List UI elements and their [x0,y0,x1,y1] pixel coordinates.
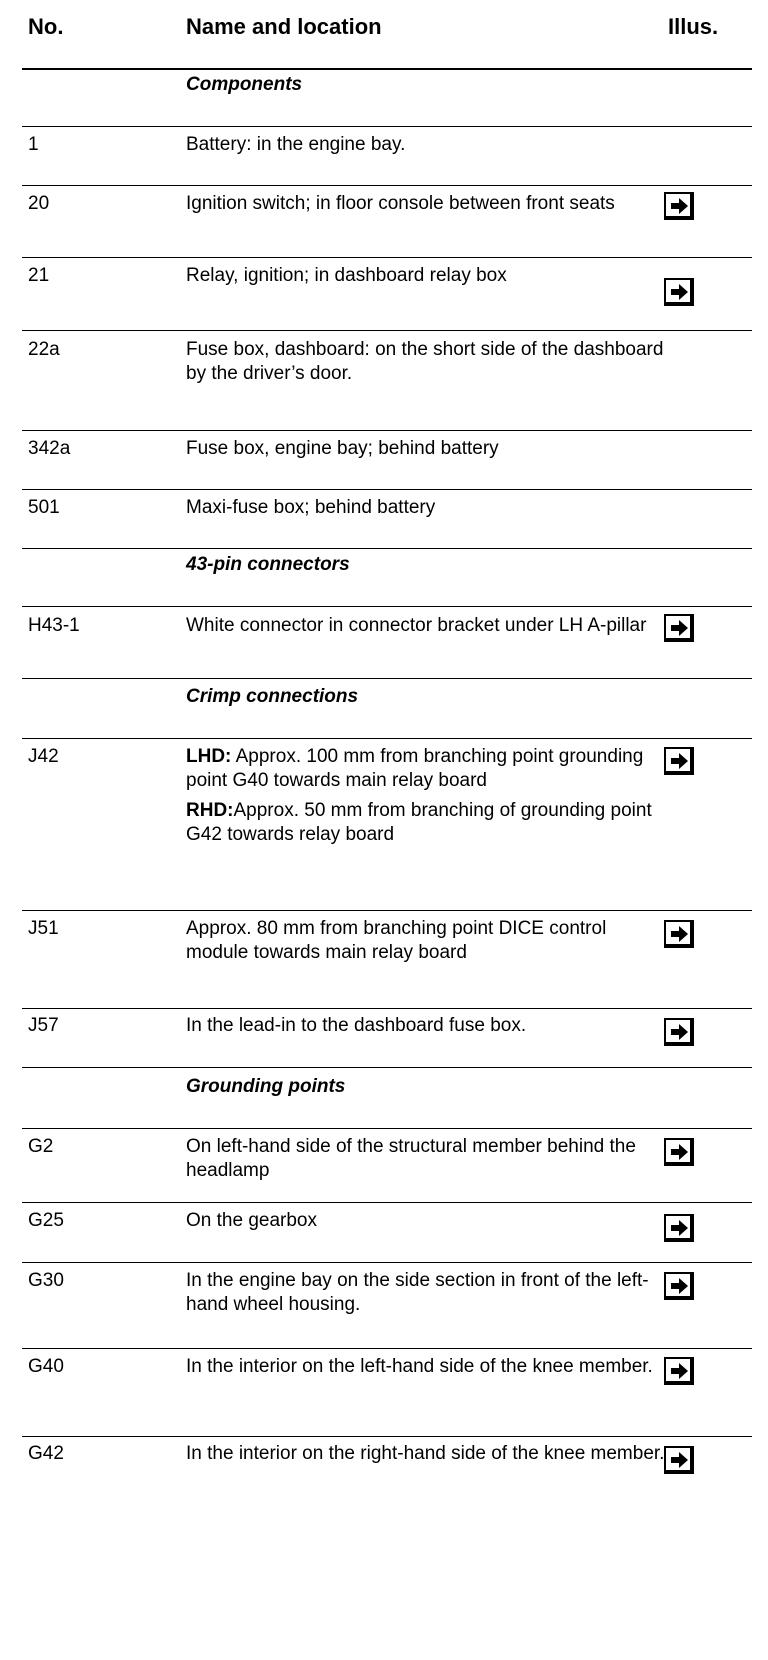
illustration-arrow-icon[interactable] [664,614,694,642]
arrow-right-icon [669,752,689,770]
row-number: G42 [28,1443,64,1464]
row-description: On left-hand side of the structural member behind the headlamp [186,1136,636,1181]
illustration-arrow-icon[interactable] [664,192,694,220]
section-grounding-points: Grounding points [186,1076,346,1097]
rhd-label: RHD: [186,800,234,821]
row-description: White connector in connector bracket under LH A-pillar [186,615,647,636]
illustration-arrow-icon[interactable] [664,1138,694,1166]
row-number: G25 [28,1210,64,1231]
row-number: G2 [28,1136,54,1157]
arrow-right-icon [669,1143,689,1161]
illustration-arrow-icon[interactable] [664,1018,694,1046]
row-description: Fuse box, engine bay; behind battery [186,438,499,459]
row-number: J42 [28,746,59,767]
illustration-arrow-icon[interactable] [664,1214,694,1242]
row-number: 20 [28,193,50,214]
row-number: G40 [28,1356,64,1377]
arrow-right-icon [669,619,689,637]
row-divider [22,126,752,127]
row-divider [22,910,752,911]
row-number: 22a [28,339,60,360]
illustration-arrow-icon[interactable] [664,1446,694,1474]
column-header-no: No. [28,14,64,39]
row-number: 501 [28,497,60,518]
header-divider [22,68,752,70]
arrow-right-icon [669,1277,689,1295]
illustration-arrow-icon[interactable] [664,1357,694,1385]
row-divider [22,548,752,549]
row-divider [22,1262,752,1263]
illustration-arrow-icon[interactable] [664,920,694,948]
section-crimp-connections: Crimp connections [186,686,359,707]
row-description: Approx. 80 mm from branching point DICE control module towards main relay board [186,918,607,963]
arrow-right-icon [669,197,689,215]
arrow-right-icon [669,1362,689,1380]
column-header-name-location: Name and location [186,14,382,39]
row-description: In the lead-in to the dashboard fuse box. [186,1015,527,1036]
row-divider [22,1008,752,1009]
section-43-pin-connectors: 43-pin connectors [186,554,350,575]
illustration-arrow-icon[interactable] [664,278,694,306]
row-number: J51 [28,918,59,939]
row-description: On the gearbox [186,1210,317,1231]
row-number: J57 [28,1015,59,1036]
lhd-paragraph [186,745,686,793]
row-description [186,745,686,847]
arrow-right-icon [669,925,689,943]
row-divider [22,606,752,607]
section-components: Components [186,74,303,95]
row-divider [22,1067,752,1068]
row-divider [22,330,752,331]
arrow-right-icon [669,1023,689,1041]
row-divider [22,185,752,186]
arrow-right-icon [669,1451,689,1469]
row-divider [22,1436,752,1437]
arrow-right-icon [669,1219,689,1237]
row-divider [22,430,752,431]
row-number: 1 [28,134,39,155]
row-number: G30 [28,1270,64,1291]
row-description: In the engine bay on the side section in front of the left-hand wheel housing. [186,1270,649,1315]
row-divider [22,1202,752,1203]
column-header-illus: Illus. [668,14,719,39]
row-number: H43-1 [28,615,80,636]
row-divider [22,257,752,258]
row-description: In the interior on the left-hand side of the knee member. [186,1356,653,1377]
lhd-text: Approx. 100 mm from branching point grounding point G40 towards main relay board [186,746,644,791]
row-description: In the interior on the right-hand side of the knee member. [186,1443,665,1464]
row-number: 21 [28,265,50,286]
row-description: Ignition switch; in floor console between front seats [186,193,615,214]
rhd-paragraph [186,799,686,847]
rhd-text: Approx. 50 mm from branching of grounding point G42 towards relay board [186,800,652,845]
row-description: Battery: in the engine bay. [186,134,406,155]
row-divider [22,738,752,739]
row-number: 342a [28,438,71,459]
row-description: Maxi-fuse box; behind battery [186,497,436,518]
arrow-right-icon [669,283,689,301]
row-divider [22,489,752,490]
row-divider [22,678,752,679]
row-description: Fuse box, dashboard: on the short side of the dashboard by the driver’s door. [186,339,664,384]
row-divider [22,1128,752,1129]
illustration-arrow-icon[interactable] [664,747,694,775]
lhd-label: LHD: [186,746,232,767]
row-divider [22,1348,752,1349]
row-description: Relay, ignition; in dashboard relay box [186,265,507,286]
illustration-arrow-icon[interactable] [664,1272,694,1300]
